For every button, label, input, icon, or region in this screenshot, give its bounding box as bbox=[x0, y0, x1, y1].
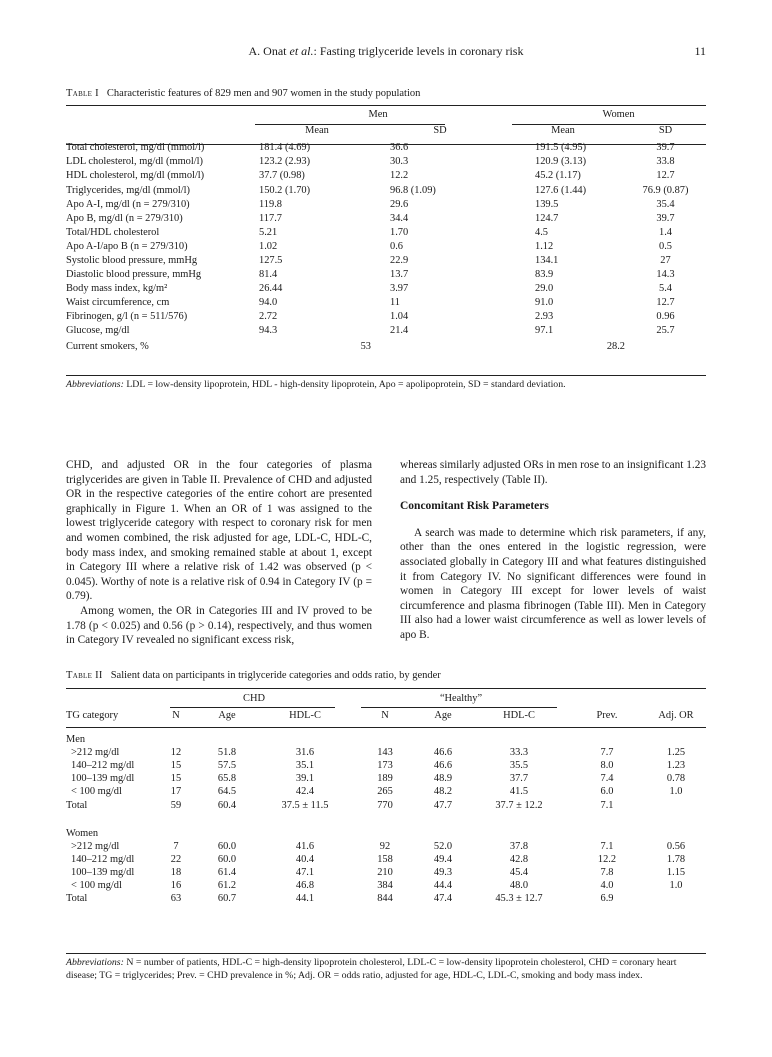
table1-row-label: Glucose, mg/dl bbox=[66, 325, 130, 337]
table2-adj-or: 1.78 bbox=[666, 853, 686, 865]
table1-men-sd: 22.9 bbox=[390, 255, 409, 266]
table2-col-chd-hdl: HDL-C bbox=[289, 709, 321, 721]
table2-chd-n: 22 bbox=[170, 853, 182, 865]
table2-adj-or: 0.78 bbox=[666, 773, 686, 785]
table1-men-sd: 12.2 bbox=[390, 170, 409, 182]
table1-row-label: Systolic blood pressure, mmHg bbox=[66, 255, 198, 266]
table2-tg-category: >212 mg/dl bbox=[71, 840, 120, 852]
table2-adj-or bbox=[646, 893, 706, 906]
table2-prevalence: 7.1 bbox=[600, 799, 614, 811]
table1-women-mean: 45.2 (1.17) bbox=[535, 170, 581, 182]
table1-men-mean: 1.02 bbox=[259, 240, 278, 252]
table1-women-mean: 134.1 bbox=[535, 255, 559, 266]
table1-men-sd: 29.6 bbox=[390, 198, 409, 210]
table1-women-sd: 0.96 bbox=[656, 311, 675, 323]
table2-col-prev: Prev. bbox=[596, 709, 618, 721]
table2-row bbox=[66, 853, 706, 866]
table2-chd-subrule bbox=[170, 707, 335, 708]
table1-men-mean: 117.7 bbox=[259, 212, 282, 224]
table2-body bbox=[66, 726, 706, 906]
table1-men-sd: 96.8 (1.09) bbox=[390, 184, 436, 196]
table2-chd-n: 15 bbox=[170, 759, 182, 771]
table2-col-adj-or: Adj. OR bbox=[658, 709, 694, 721]
table1-women-mean: 191.5 (4.95) bbox=[535, 142, 587, 154]
table1-men-mean: 123.2 (2.93) bbox=[259, 156, 311, 168]
table1-row-label: Total cholesterol, mg/dl (mmol/l) bbox=[66, 142, 205, 154]
table1-men-sd: 13.7 bbox=[390, 269, 409, 281]
table2-healthy-age: 44.4 bbox=[433, 880, 453, 892]
table2-chd-n: 18 bbox=[170, 867, 182, 879]
table1-col-women-sd: SD bbox=[658, 125, 673, 137]
table1-women-mean: 83.9 bbox=[535, 269, 554, 281]
table1-row-label: Apo B, mg/dl (n = 279/310) bbox=[66, 212, 183, 224]
table2-header-row bbox=[66, 705, 706, 726]
table1-women-sd: 33.8 bbox=[656, 156, 675, 168]
table2-chd-age: 51.8 bbox=[217, 746, 237, 758]
table2-chd-age: 64.5 bbox=[217, 786, 237, 798]
table2-healthy-hdl: 41.5 bbox=[509, 786, 529, 798]
table2-row bbox=[66, 772, 706, 785]
table1-women-mean: 127.6 (1.44) bbox=[535, 184, 587, 196]
table1-col-men-mean: Mean bbox=[305, 125, 329, 137]
table2-tg-category: >212 mg/dl bbox=[71, 746, 120, 758]
table1-women-sd: 12.7 bbox=[656, 297, 675, 309]
table2-tg-category: Total bbox=[66, 893, 88, 905]
table1-women-mean: 124.7 bbox=[535, 212, 559, 224]
table2-row bbox=[66, 746, 706, 759]
table2-healthy-hdl: 45.4 bbox=[509, 867, 529, 879]
table1-group-women: Women bbox=[602, 108, 635, 120]
table2-tg-category: Total bbox=[66, 799, 88, 811]
table2-chd-hdl: 35.1 bbox=[295, 759, 315, 771]
table1-women-sd: 27 bbox=[660, 255, 671, 266]
table1-men-mean: 81.4 bbox=[259, 269, 278, 281]
table2-chd-hdl: 41.6 bbox=[295, 840, 315, 852]
table1-women-sd: 12.7 bbox=[656, 170, 675, 182]
table2-chd-age: 60.7 bbox=[217, 893, 237, 905]
table1-row-label: Triglycerides, mg/dl (mmol/l) bbox=[66, 184, 191, 196]
table1-row bbox=[66, 310, 706, 324]
table1-row-label: HDL cholesterol, mg/dl (mmol/l) bbox=[66, 170, 205, 182]
table2-chd-hdl: 37.5 ± 11.5 bbox=[281, 799, 329, 811]
table1-women-sd: 0.5 bbox=[659, 240, 672, 252]
table1-empty bbox=[379, 338, 501, 354]
table2-chd-n: 7 bbox=[173, 840, 179, 852]
body-paragraph: whereas similarly adjusted ORs in men rose to an insignificant 1.23 and 1.25, respectively (Table II). bbox=[400, 459, 706, 486]
body-left-column bbox=[66, 458, 372, 648]
table2-healthy-n: 158 bbox=[377, 853, 393, 865]
table2-chd-age: 61.2 bbox=[217, 880, 237, 892]
table1-row-smokers bbox=[66, 338, 706, 354]
table1-row bbox=[66, 296, 706, 310]
table2-prevalence: 7.8 bbox=[600, 867, 614, 879]
table1-men-mean: 119.8 bbox=[259, 198, 282, 210]
table1-women-sd: 14.3 bbox=[656, 269, 675, 281]
table2-prevalence: 4.0 bbox=[600, 880, 614, 892]
table2-adj-or bbox=[646, 799, 706, 812]
table2-healthy-hdl: 48.0 bbox=[509, 880, 529, 892]
table1-men-subrule bbox=[255, 124, 445, 125]
table1-row-label: Diastolic blood pressure, mmHg bbox=[66, 269, 202, 281]
table2-healthy-age: 48.2 bbox=[433, 786, 453, 798]
table1-row bbox=[66, 155, 706, 169]
table2-tg-category: 140–212 mg/dl bbox=[71, 853, 135, 865]
table2-group-label: Women bbox=[66, 828, 99, 840]
table2-healthy-hdl: 33.3 bbox=[509, 746, 529, 758]
table2-group-label: Men bbox=[66, 734, 86, 746]
table2-chd-age: 61.4 bbox=[217, 867, 237, 879]
table2-row bbox=[66, 799, 706, 812]
table1-row bbox=[66, 254, 706, 268]
table2-chd-age: 60.0 bbox=[217, 853, 237, 865]
table1-women-mean: 2.93 bbox=[535, 311, 554, 323]
table2-chd-hdl: 46.8 bbox=[295, 880, 315, 892]
table2-tg-category: 100–139 mg/dl bbox=[71, 773, 135, 785]
body-paragraph: CHD, and adjusted OR in the four categories of plasma triglycerides are given in Table II. Prevalence of CHD and adjusted OR in the respective categories of the entire cohort are presented graphically in Figure 1. When an OR of 1 was assigned to the lowest triglyceride category with respect to coronary risk for men and women combined, the risk adjusted for age, LDL-C, HDL-C, body mass index, and smoking remained stable at about 1, except in Category III where a relative risk of 1.42 was observed (p < 0.045). Worthy of note is a relative risk of 0.94 in Category IV (p = 0.79). bbox=[66, 459, 372, 603]
table2-row bbox=[66, 866, 706, 879]
table2-chd-n: 12 bbox=[170, 746, 182, 758]
table2-healthy-age: 49.3 bbox=[433, 867, 453, 879]
table2-healthy-n: 384 bbox=[377, 880, 393, 892]
table1-men-mean: 94.0 bbox=[259, 297, 278, 309]
table2-adj-or: 0.56 bbox=[666, 840, 686, 852]
table2-chd-age: 60.4 bbox=[217, 799, 237, 811]
table1-men-mean: 150.2 (1.70) bbox=[259, 184, 311, 196]
table2-chd-n: 59 bbox=[170, 799, 182, 811]
table1-men-sd: 30.3 bbox=[390, 156, 409, 168]
table1-caption-text: Characteristic features of 829 men and 907 women in the study population bbox=[106, 88, 421, 99]
table1-women-sd: 5.4 bbox=[659, 283, 672, 295]
table1-men-mean: 127.5 bbox=[259, 255, 283, 266]
table2-chd-n: 63 bbox=[170, 893, 182, 905]
table2-chd-n: 16 bbox=[170, 880, 182, 892]
table2-tg-category: 100–139 mg/dl bbox=[71, 867, 135, 879]
table1-row-label: Body mass index, kg/m² bbox=[66, 283, 168, 295]
table2-healthy-n: 210 bbox=[377, 867, 393, 879]
table1-women-mean: 97.1 bbox=[535, 325, 554, 337]
table2-healthy-n: 770 bbox=[377, 799, 393, 811]
table2-healthy-hdl: 35.5 bbox=[509, 759, 529, 771]
table1-women-mean: 4.5 bbox=[535, 226, 548, 238]
table2-row bbox=[66, 786, 706, 799]
table1-row bbox=[66, 197, 706, 211]
table2-adj-or: 1.25 bbox=[666, 746, 686, 758]
table2-healthy-age: 47.7 bbox=[433, 799, 453, 811]
table1-men-sd: 34.4 bbox=[390, 212, 409, 224]
body-paragraph: Among women, the OR in Categories III and IV proved to be 1.78 (p < 0.025) and 0.56 (p > 0.14), respectively, and thus women in Category IV revealed no significant excess risk, bbox=[66, 604, 372, 647]
table2-healthy-age: 47.4 bbox=[433, 893, 453, 905]
section-heading: Concomitant Risk Parameters bbox=[400, 500, 549, 513]
table2-healthy-hdl: 37.7 ± 12.2 bbox=[495, 799, 543, 811]
table1-row-label: Current smokers, % bbox=[66, 340, 149, 352]
table2-healthy-age: 46.6 bbox=[433, 759, 453, 771]
table2-group-row bbox=[66, 692, 706, 705]
table2-label: Table II bbox=[66, 670, 103, 681]
table1-body bbox=[66, 141, 706, 354]
table1-row bbox=[66, 226, 706, 240]
table2-tg-category: 140–212 mg/dl bbox=[71, 759, 135, 771]
table2-healthy-hdl: 37.7 bbox=[509, 773, 529, 785]
table1-women-mean: 1.12 bbox=[535, 240, 554, 252]
table2-prevalence: 6.0 bbox=[600, 786, 614, 798]
running-head-title: A. Onat et al.: Fasting triglyceride levels in coronary risk bbox=[248, 44, 524, 58]
table1-women-mean: 91.0 bbox=[535, 297, 554, 309]
table1-row bbox=[66, 268, 706, 282]
body-right-column bbox=[400, 458, 706, 643]
table1-men-mean: 181.4 (4.69) bbox=[259, 142, 311, 154]
table2-col-healthy-age: Age bbox=[434, 709, 452, 721]
table1-label: Table I bbox=[66, 88, 99, 99]
table1-smokers-women: 28.2 bbox=[606, 340, 625, 352]
table2-row bbox=[66, 893, 706, 906]
table1-group-men: Men bbox=[368, 108, 388, 120]
table1-men-sd: 3.97 bbox=[390, 283, 409, 295]
table1-men-mean: 37.7 (0.98) bbox=[259, 170, 305, 182]
table1-men-mean: 2.72 bbox=[259, 311, 278, 323]
table2-col-healthy-hdl: HDL-C bbox=[503, 709, 535, 721]
table2-row bbox=[66, 880, 706, 893]
table1-row-label: LDL cholesterol, mg/dl (mmol/l) bbox=[66, 156, 203, 168]
table1-row bbox=[66, 169, 706, 183]
table2-healthy-age: 49.4 bbox=[433, 853, 453, 865]
table2-group-chd: CHD bbox=[243, 692, 265, 704]
table1-men-mean: 26.44 bbox=[259, 283, 283, 295]
table1-top-rule bbox=[66, 105, 706, 106]
table1-header-rule bbox=[66, 144, 706, 145]
table2-healthy-age: 46.6 bbox=[433, 746, 453, 758]
table2-row bbox=[66, 840, 706, 853]
table1-row bbox=[66, 183, 706, 197]
table1-row bbox=[66, 282, 706, 296]
table1-row-label: Waist circumference, cm bbox=[66, 297, 170, 309]
table2-healthy-n: 844 bbox=[377, 893, 393, 905]
table2-chd-hdl: 42.4 bbox=[295, 786, 315, 798]
page-number: 11 bbox=[694, 44, 706, 58]
table2-prevalence: 7.4 bbox=[600, 773, 614, 785]
table2-healthy-n: 189 bbox=[377, 773, 393, 785]
table2-adj-or: 1.23 bbox=[666, 759, 686, 771]
table2-healthy-age: 52.0 bbox=[433, 840, 453, 852]
table2-chd-hdl: 44.1 bbox=[295, 893, 315, 905]
table2-chd-hdl: 47.1 bbox=[295, 867, 315, 879]
table2-col-chd-n: N bbox=[172, 709, 180, 721]
table1-bottom-rule bbox=[66, 375, 706, 376]
table2-healthy-hdl: 45.3 ± 12.7 bbox=[495, 893, 543, 905]
table1-men-mean: 5.21 bbox=[259, 226, 278, 238]
table1-col-men-sd: SD bbox=[433, 125, 447, 137]
table1-smokers-men: 53 bbox=[360, 340, 371, 352]
table1-women-sd: 76.9 (0.87) bbox=[642, 184, 689, 196]
table1-men-sd: 21.4 bbox=[390, 325, 409, 337]
table2-abbreviations: Abbreviations: N = number of patients, HDL-C = high-density lipoprotein cholesterol, LDL-C = low-density lipoprotein cholesterol, CHD = coronary heart disease; TG = triglycerides; Prev. = CHD prevalence in %; Adj. OR = odds ratio, adjusted for age, HDL-C, LDL-C, smoking and body mass index. bbox=[66, 957, 677, 981]
table1-women-mean: 29.0 bbox=[535, 283, 554, 295]
table1-women-sd: 25.7 bbox=[656, 325, 675, 337]
table1-row-label: Apo A-I, mg/dl (n = 279/310) bbox=[66, 198, 190, 210]
table2-prevalence: 12.2 bbox=[597, 853, 617, 865]
table1-row bbox=[66, 324, 706, 338]
table1-women-subrule bbox=[512, 124, 706, 125]
table2-col-tg-category: TG category bbox=[66, 709, 119, 721]
table1-group-row bbox=[66, 108, 706, 121]
table2-adj-or: 1.0 bbox=[669, 786, 683, 798]
table1-row-label: Apo A-I/apo B (n = 279/310) bbox=[66, 240, 188, 252]
table2-adj-or: 1.15 bbox=[666, 867, 686, 879]
table2-chd-hdl: 31.6 bbox=[295, 746, 315, 758]
table1-row bbox=[66, 211, 706, 225]
table2-top-rule bbox=[66, 688, 706, 689]
table1-row-label: Fibrinogen, g/l (n = 511/576) bbox=[66, 311, 188, 323]
table2-row bbox=[66, 759, 706, 772]
table1-men-sd: 1.04 bbox=[390, 311, 409, 323]
table1-empty bbox=[625, 338, 706, 354]
table2-tg-category: < 100 mg/dl bbox=[71, 880, 122, 892]
table1-women-sd: 35.4 bbox=[656, 198, 675, 210]
table2-chd-age: 65.8 bbox=[217, 773, 237, 785]
table2-chd-age: 60.0 bbox=[217, 840, 237, 852]
table1-men-sd: 36.6 bbox=[390, 142, 409, 154]
table2-col-healthy-n: N bbox=[381, 709, 389, 721]
table2-healthy-hdl: 42.8 bbox=[509, 853, 529, 865]
table1-caption bbox=[66, 88, 420, 99]
table2-bottom-rule bbox=[66, 953, 706, 954]
table2-chd-age: 57.5 bbox=[217, 759, 237, 771]
table1-men-sd: 1.70 bbox=[390, 226, 409, 238]
table2-group-healthy: “Healthy” bbox=[439, 692, 483, 704]
table1-col-women-mean: Mean bbox=[551, 125, 575, 137]
table2-group-heading-row bbox=[66, 726, 706, 746]
running-head bbox=[0, 44, 772, 60]
table1-men-mean: 94.3 bbox=[259, 325, 278, 337]
table2-healthy-subrule bbox=[361, 707, 557, 708]
table2 bbox=[66, 692, 706, 906]
table2-header-rule bbox=[66, 727, 706, 728]
table2-healthy-n: 173 bbox=[377, 759, 393, 771]
table2-caption-text: Salient data on participants in triglyceride categories and odds ratio, by gender bbox=[110, 670, 441, 681]
table2-prevalence: 6.9 bbox=[600, 893, 614, 905]
table2-chd-hdl: 40.4 bbox=[295, 853, 315, 865]
table2-chd-n: 17 bbox=[170, 786, 182, 798]
table1-women-sd: 39.7 bbox=[656, 212, 675, 224]
table2-prevalence: 7.7 bbox=[600, 746, 614, 758]
table2-group-heading-row bbox=[66, 812, 706, 840]
table2-prevalence: 7.1 bbox=[600, 840, 614, 852]
table1-women-mean: 120.9 (3.13) bbox=[535, 156, 587, 168]
table1-women-mean: 139.5 bbox=[535, 198, 559, 210]
table2-tg-category: < 100 mg/dl bbox=[71, 786, 122, 798]
table2-healthy-age: 48.9 bbox=[433, 773, 453, 785]
table1-women-sd: 39.7 bbox=[656, 142, 675, 154]
body-paragraph: A search was made to determine which risk parameters, if any, other than the ones entered in the logistic regression, were associated globally in Category III and what features distinguished it from Category IV. No significant differences were found in women in Category III except for lower levels of waist circumference and plasma fibrinogen (Table III). Men in Category III also had a lower waist circumference as well as lower levels of apo B. bbox=[400, 526, 706, 641]
table1-row-label: Total/HDL cholesterol bbox=[66, 226, 160, 238]
table1-women-sd: 1.4 bbox=[659, 226, 672, 238]
table2-chd-n: 15 bbox=[170, 773, 182, 785]
table2-caption bbox=[66, 670, 441, 681]
table2-prevalence: 8.0 bbox=[600, 759, 614, 771]
table2-healthy-n: 265 bbox=[377, 786, 393, 798]
table2-healthy-hdl: 37.8 bbox=[509, 840, 529, 852]
table2-adj-or: 1.0 bbox=[669, 880, 683, 892]
table1-men-sd: 0.6 bbox=[390, 240, 403, 252]
table2-healthy-n: 92 bbox=[379, 840, 391, 852]
table1-abbreviations: Abbreviations: LDL = low-density lipoprotein, HDL - high-density lipoprotein, Apo = apolipoprotein, SD = standard deviation. bbox=[66, 379, 566, 390]
table2-col-chd-age: Age bbox=[218, 709, 236, 721]
table2-chd-hdl: 39.1 bbox=[295, 773, 315, 785]
table2-healthy-n: 143 bbox=[377, 746, 393, 758]
table1-men-sd: 11 bbox=[390, 297, 401, 309]
table1-row bbox=[66, 240, 706, 254]
